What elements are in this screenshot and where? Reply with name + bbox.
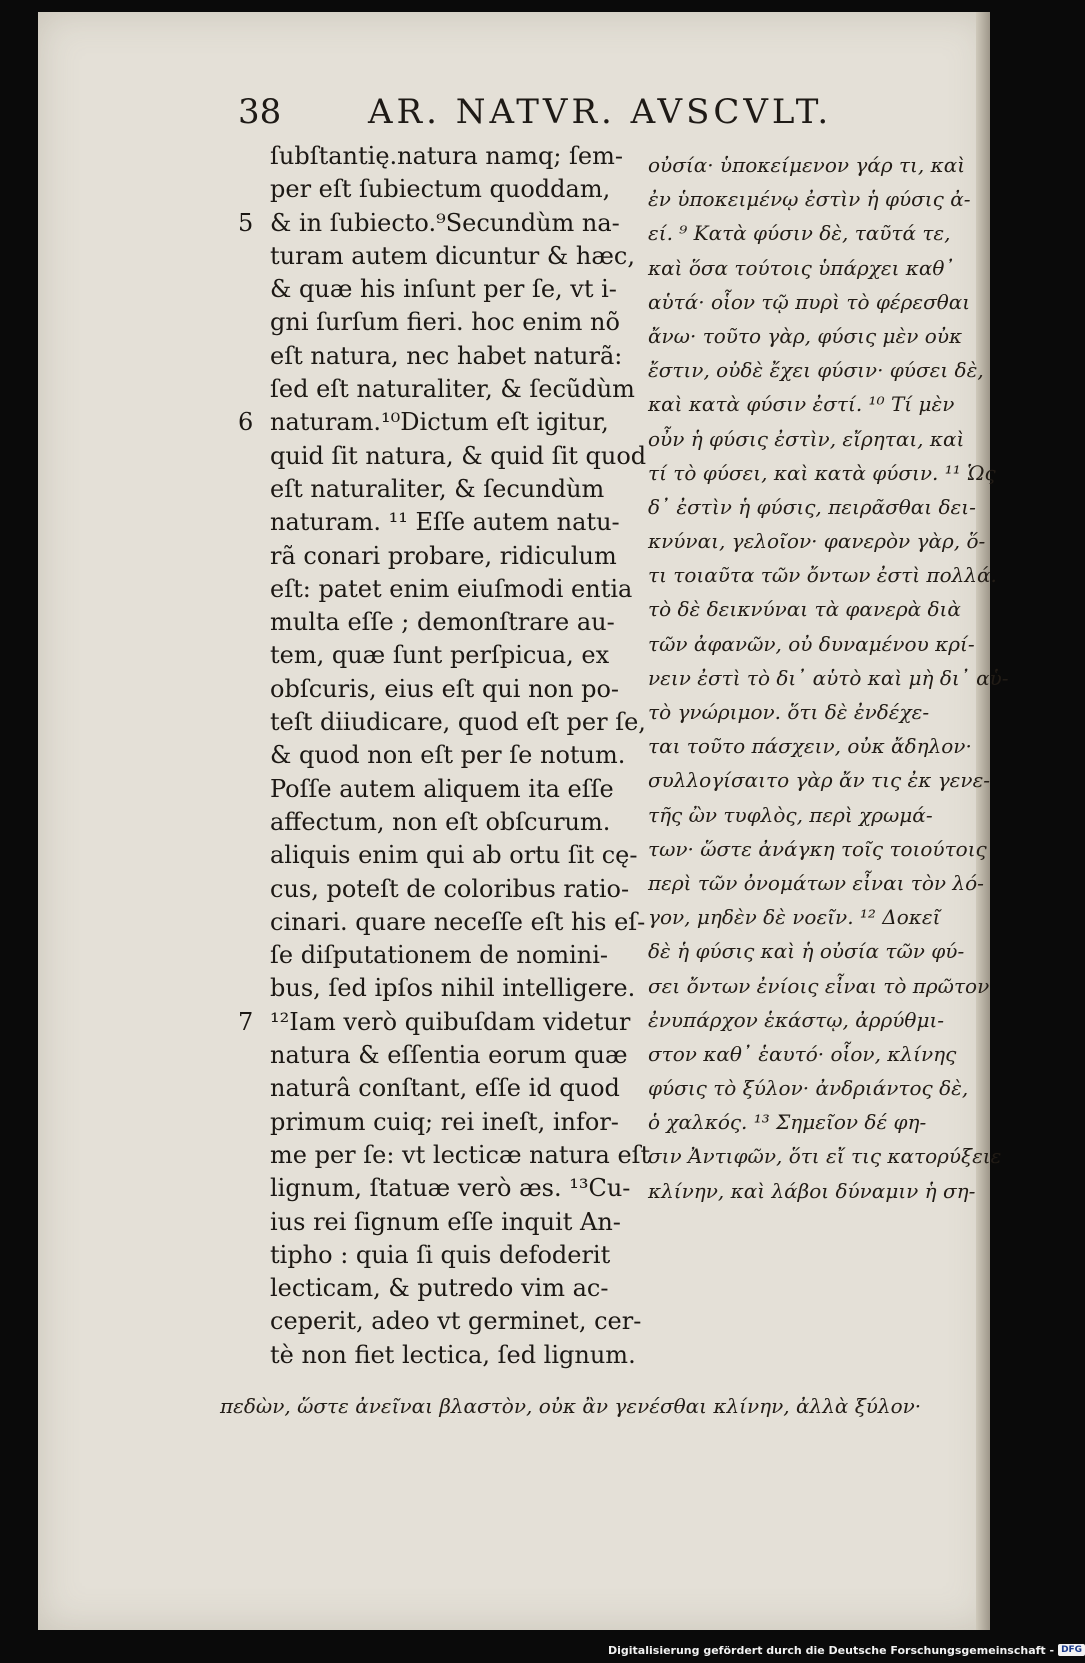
greek-foot-line: πεδὼν, ὥστε ἀνεῖναι βλαστὸν, οὐκ ἂν γενέσθαι κλίνην, ἀλλὰ ξύλον· — [220, 1394, 922, 1418]
latin-line: quid ſit natura, & quid ſit quod — [270, 441, 647, 470]
greek-line: δὲ ἡ φύσις καὶ ἡ οὐσία τῶν φύ- — [648, 939, 965, 964]
latin-line: obſcuris, eius eſt qui non po- — [270, 674, 619, 703]
section-number: 7 — [238, 1007, 254, 1036]
greek-line: ἔστιν, οὐδὲ ἔχει φύσιν· φύσει δὲ, — [648, 358, 984, 383]
latin-line: eſt natura, nec habet naturã: — [270, 341, 623, 370]
greek-line: τι τοιαῦτα τῶν ὄντων ἐστὶ πολλά. — [648, 563, 997, 588]
latin-line: natura & eſſentia eorum quæ — [270, 1041, 628, 1070]
greek-line: ται τοῦτο πάσχειν, οὐκ ἄδηλον· — [648, 734, 972, 759]
greek-line: τὸ δὲ δεικνύναι τὰ φανερὰ διὰ — [648, 597, 961, 622]
latin-column — [270, 140, 651, 1372]
latin-line: rã conari probare, ridiculum — [270, 541, 617, 570]
greek-line: στον καθ᾽ ἑαυτό· οἷον, κλίνης — [648, 1041, 957, 1066]
latin-line: per eſt ſubiectum quoddam, — [270, 175, 611, 204]
latin-line: lignum, ſtatuæ verò æs. ¹³Cu- — [270, 1174, 631, 1203]
latin-line: affectum, non eſt obſcurum. — [270, 807, 611, 836]
section-number: 6 — [238, 408, 254, 437]
greek-line: τὸ γνώριμον. ὅτι δὲ ἐνδέχε- — [648, 700, 930, 724]
greek-line: νειν ἐστὶ τὸ δι᾽ αὑτὸ καὶ μὴ δι᾽ αὑ- — [648, 665, 1009, 690]
greek-line: σει ὄντων ἐνίοις εἶναι τὸ πρῶτον — [648, 973, 990, 998]
latin-line: cinari. quare neceſſe eſt his eſ- — [270, 907, 646, 936]
greek-line: οὖν ἡ φύσις ἐστὶν, εἴρηται, καὶ — [648, 426, 965, 451]
latin-line: naturâ conſtant, eſſe id quod — [270, 1074, 620, 1103]
latin-line: multa eſſe ; demonſtrare au- — [270, 608, 615, 637]
greek-line: συλλογίσαιτο γὰρ ἄν τις ἐκ γενε- — [648, 768, 991, 793]
greek-column — [648, 148, 1009, 1208]
latin-line: naturam.¹⁰Dictum eſt igitur, — [270, 408, 609, 437]
section-number: 5 — [238, 208, 254, 237]
latin-line: turam autem dicuntur & hæc, — [270, 241, 635, 270]
greek-line: σιν Ἀντιφῶν, ὅτι εἴ τις κατορύξειε — [648, 1144, 1002, 1169]
running-title: AR. NATVR. AVSCVLT. — [368, 92, 833, 132]
latin-line: & in ſubiecto.⁹Secundùm na- — [270, 208, 620, 237]
latin-line: ius rei ſignum eſſe inquit An- — [270, 1207, 621, 1236]
digitization-footer — [608, 1640, 1085, 1660]
greek-line: τί τὸ φύσει, καὶ κατὰ φύσιν. ¹¹ Ὡς — [648, 460, 996, 485]
latin-line: tem, quæ ſunt perſpicua, ex — [270, 641, 610, 670]
latin-line: tè non fiet lectica, ſed lignum. — [270, 1340, 636, 1369]
latin-line: & quod non eſt per ſe notum. — [270, 741, 626, 770]
greek-line: καὶ κατὰ φύσιν ἐστί. ¹⁰ Τί μὲν — [648, 392, 955, 417]
latin-line: ſubſtantię.natura namq; ſem- — [270, 142, 623, 170]
latin-line: naturam. ¹¹ Eſſe autem natu- — [270, 508, 620, 537]
latin-line: eſt naturaliter, & ſecundùm — [270, 474, 605, 503]
greek-line: αὑτά· οἷον τῷ πυρὶ τὸ φέρεσθαι — [648, 289, 971, 314]
latin-line: cus, poteſt de coloribus ratio- — [270, 874, 630, 903]
latin-line: me per ſe: vt lecticæ natura eſt — [270, 1140, 651, 1169]
greek-line: ἐν ὑποκειμένῳ ἐστὶν ἡ φύσις ἀ- — [648, 187, 971, 212]
greek-line: οὐσία· ὑποκείμενον γάρ τι, καὶ — [648, 153, 966, 177]
latin-line: ſed eſt naturaliter, & ſecũdùm — [270, 375, 635, 404]
greek-line: εί. ⁹ Κατὰ φύσιν δὲ, ταῦτά τε, — [648, 221, 951, 246]
greek-line: περὶ τῶν ὀνομάτων εἶναι τὸν λό- — [648, 870, 984, 895]
greek-line: ἐνυπάρχον ἑκάστῳ, ἀρρύθμι- — [648, 1007, 945, 1032]
greek-line: κνύναι, γελοῖον· φανερὸν γὰρ, ὅ- — [648, 529, 986, 554]
latin-line: ſe diſputationem de nomini- — [270, 941, 609, 970]
book-page — [38, 12, 1009, 1630]
dfg-logo: DFG — [1058, 1644, 1085, 1656]
latin-line: aliquis enim qui ab ortu ſit cę- — [270, 841, 638, 870]
latin-line: gni ſurſum fieri. hoc enim nõ — [270, 308, 620, 337]
latin-line: eſt: patet enim eiuſmodi entia — [270, 574, 633, 603]
latin-line: tipho : quia ſi quis defoderit — [270, 1240, 611, 1269]
greek-line: φύσις τὸ ξύλον· ἀνδριάντος δὲ, — [648, 1076, 969, 1101]
latin-line: primum cuiq; rei ineſt, infor- — [270, 1107, 619, 1136]
latin-line: bus, ſed ipſos nihil intelligere. — [270, 974, 636, 1003]
greek-line: ὁ χαλκός. ¹³ Σημεῖον δέ φη- — [648, 1110, 927, 1135]
footer-text: Digitalisierung gefördert durch die Deutsche Forschungsgemeinschaft - — [608, 1643, 1055, 1657]
latin-line: Poſſe autem aliquem ita eſſe — [270, 774, 614, 803]
page-header — [38, 82, 990, 132]
latin-line: & quæ his inſunt per ſe, vt i- — [270, 275, 617, 304]
greek-line: ἄνω· τοῦτο γὰρ, φύσις μὲν οὐκ — [648, 323, 963, 348]
greek-line: τῆς ὢν τυφλὸς, περὶ χρωμά- — [648, 802, 933, 827]
latin-line: ¹²Iam verò quibuſdam videtur — [270, 1007, 631, 1036]
greek-line: γον, μηδὲν δὲ νοεῖν. ¹² Δοκεῖ — [648, 905, 941, 930]
latin-line: ceperit, adeo vt germinet, cer- — [270, 1307, 642, 1336]
latin-line: teſt diiudicare, quod eſt per ſe, — [270, 708, 646, 737]
greek-line: τῶν ἀφανῶν, οὐ δυναμένου κρί- — [648, 631, 975, 656]
greek-line: καὶ ὅσα τούτοις ὑπάρχει καθ᾽ — [648, 255, 955, 280]
latin-line: lecticam, & putredo vim ac- — [270, 1274, 609, 1303]
greek-line: κλίνην, καὶ λάβοι δύναμιν ἡ ση- — [648, 1178, 976, 1203]
greek-line: των· ὥστε ἀνάγκη τοῖς τοιούτοις — [648, 836, 987, 861]
page-number: 38 — [238, 92, 282, 132]
greek-line: δ᾽ ἐστὶν ἡ φύσις, πειρᾶσθαι δει- — [648, 494, 976, 519]
